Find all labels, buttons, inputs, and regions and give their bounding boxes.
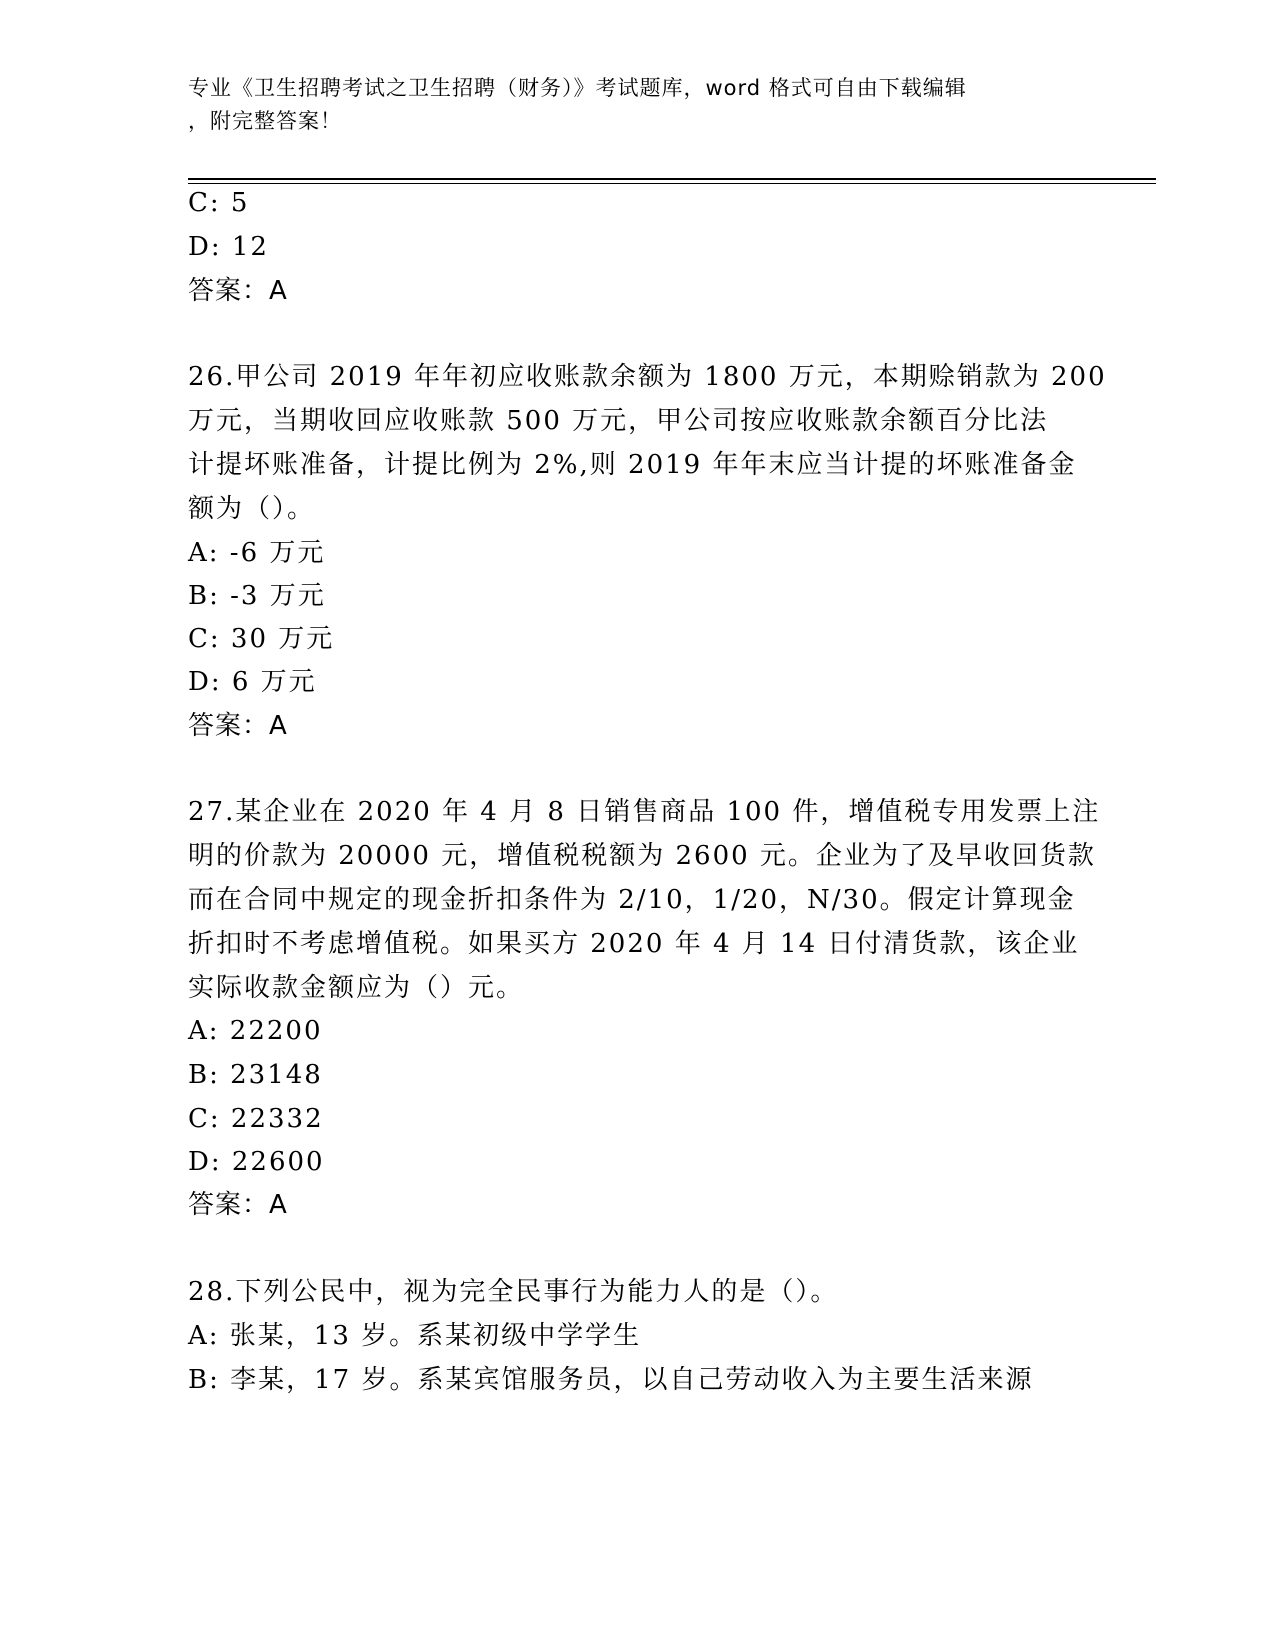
q27-stem-line: 明的价款为 20000 元，增值税税额为 2600 元。企业为了及早收回货款	[188, 841, 1096, 871]
q26-answer: 答案：A	[188, 711, 288, 741]
q25-option-c: C: 5	[188, 188, 250, 218]
q26-option-d: D: 6 万元	[188, 667, 317, 697]
q25-answer: 答案：A	[188, 276, 288, 306]
q27-stem-line: 27.某企业在 2020 年 4 月 8 日销售商品 100 件，增值税专用发票上注	[188, 797, 1101, 827]
q26-stem-line: 万元，当期收回应收账款 500 万元，甲公司按应收账款余额百分比法	[188, 406, 1049, 436]
header-rule-thin	[188, 183, 1156, 184]
q27-stem-line: 而在合同中规定的现金折扣条件为 2/10，1/20，N/30。假定计算现金	[188, 885, 1076, 915]
q28-option-b: B: 李某，17 岁。系某宾馆服务员，以自己劳动收入为主要生活来源	[188, 1365, 1034, 1395]
q27-stem-line: 实际收款金额应为（）元。	[188, 973, 525, 1003]
document-header	[188, 72, 1068, 138]
header-line-1: 专业《卫生招聘考试之卫生招聘（财务）》考试题库，word 格式可自由下载编辑	[188, 76, 967, 100]
header-rule-thick	[188, 178, 1156, 180]
q26-stem-line: 额为（）。	[188, 494, 316, 524]
q27-stem-line: 折扣时不考虑增值税。如果买方 2020 年 4 月 14 日付清货款，该企业	[188, 929, 1080, 959]
q27-answer: 答案：A	[188, 1190, 288, 1220]
q27-option-d: D: 22600	[188, 1147, 325, 1177]
header-line-2: ，附完整答案！	[188, 109, 342, 133]
q25-option-d: D: 12	[188, 232, 269, 262]
q27-option-a: A: 22200	[188, 1016, 323, 1046]
q26-option-c: C: 30 万元	[188, 624, 335, 654]
q26-stem-line: 26.甲公司 2019 年年初应收账款余额为 1800 万元，本期赊销款为 200	[188, 362, 1107, 392]
q27-option-b: B: 23148	[188, 1060, 323, 1090]
q27-option-c: C: 22332	[188, 1104, 324, 1134]
q26-option-a: A: -6 万元	[188, 538, 326, 568]
q26-stem-line: 计提坏账准备，计提比例为 2%,则 2019 年年末应当计提的坏账准备金	[188, 450, 1077, 480]
q28-stem-line: 28.下列公民中，视为完全民事行为能力人的是（）。	[188, 1277, 839, 1307]
q28-option-a: A: 张某，13 岁。系某初级中学学生	[188, 1321, 642, 1351]
q26-option-b: B: -3 万元	[188, 581, 326, 611]
